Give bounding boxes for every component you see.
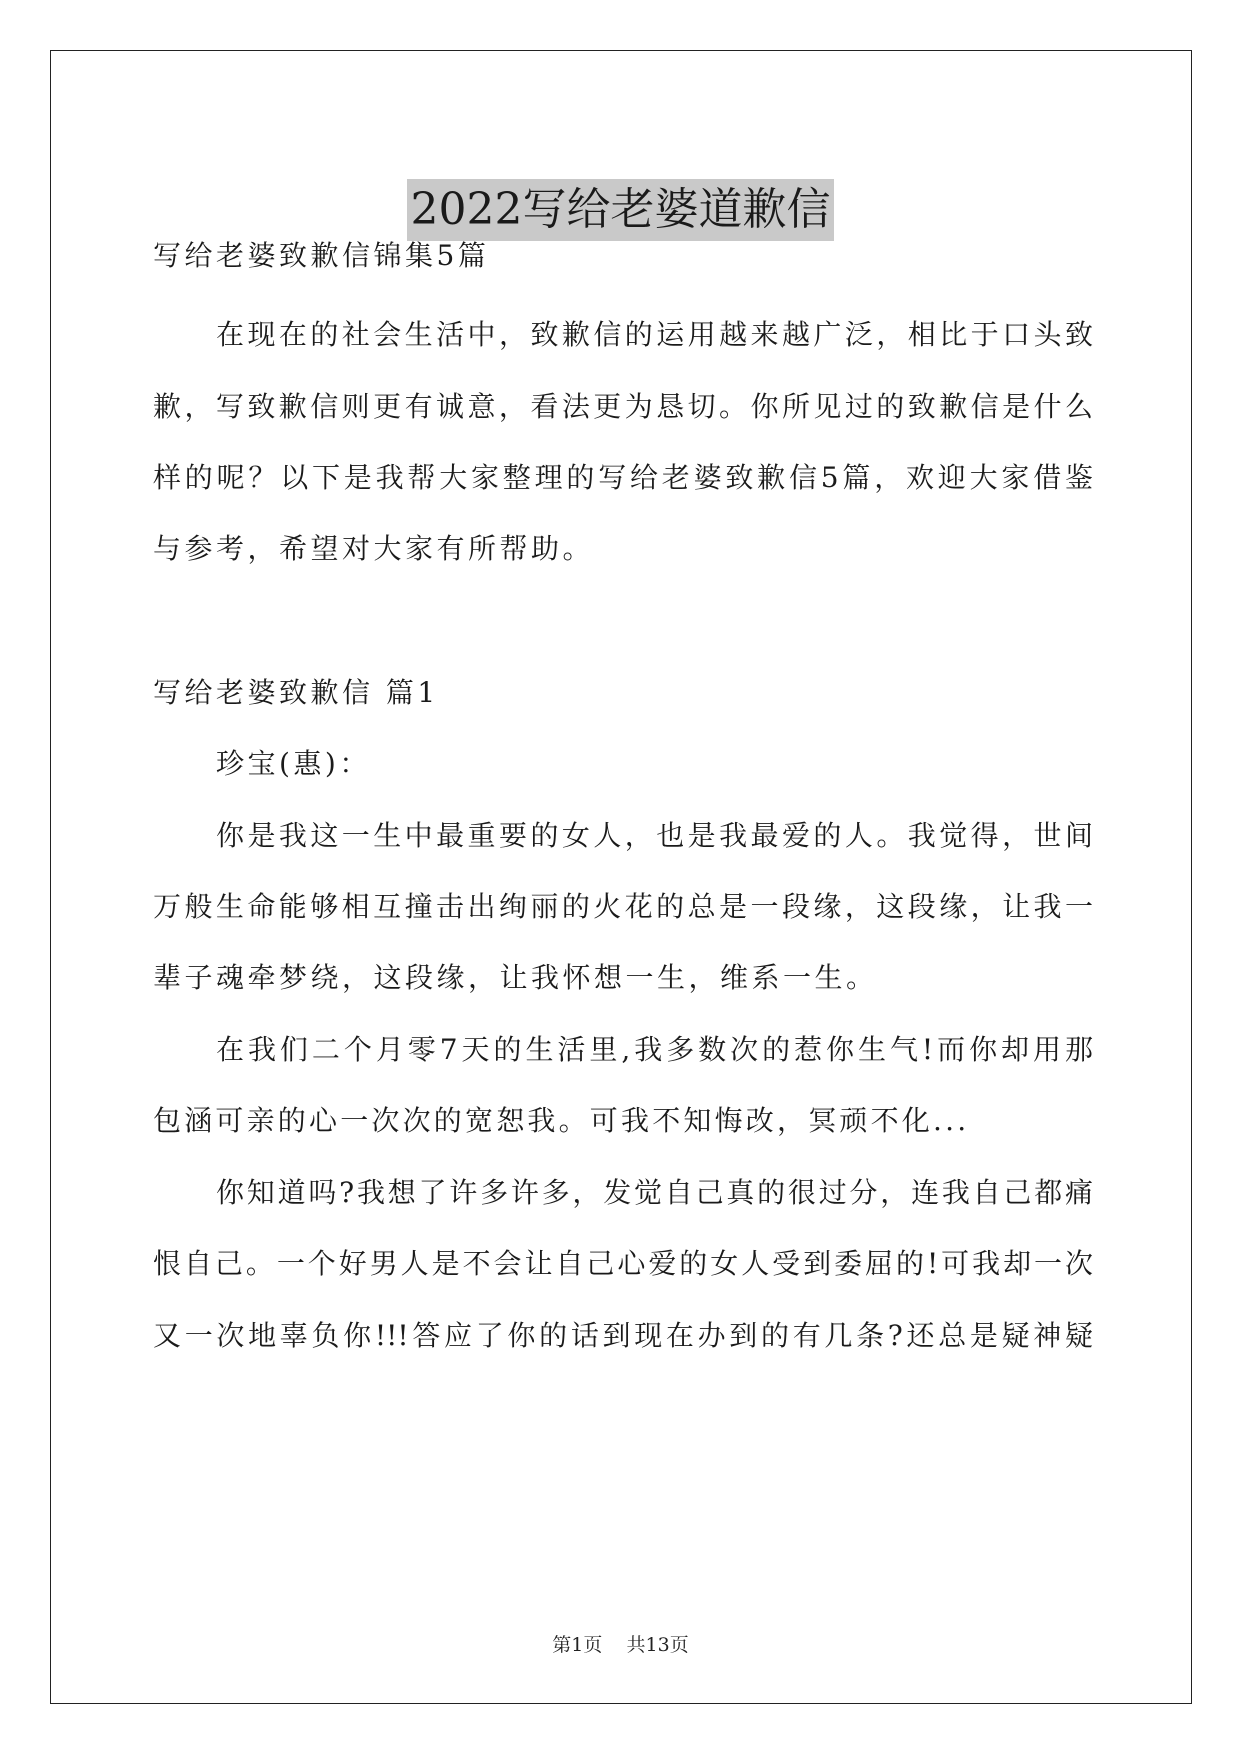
page-number: 第1页 <box>552 1634 603 1656</box>
paragraph-line: 万般生命能够相互撞击出绚丽的火花的总是一段缘，这段缘，让我一 <box>153 890 1093 923</box>
paragraph-line: 又一次地辜负你!!!答应了你的话到现在办到的有几条?还总是疑神疑 <box>153 1319 1093 1352</box>
intro-line: 在现在的社会生活中，致歉信的运用越来越广泛，相比于口头致 <box>216 318 1093 351</box>
page-footer <box>0 1630 1241 1657</box>
paragraph-line: 包涵可亲的心一次次的宽恕我。可我不知悔改，冥顽不化... <box>153 1104 970 1137</box>
salutation: 珍宝(惠)： <box>216 747 371 780</box>
document-subtitle: 写给老婆致歉信锦集5篇 <box>153 239 490 272</box>
page-border <box>50 50 1192 1704</box>
page-total: 共13页 <box>626 1634 689 1656</box>
paragraph-line: 你是我这一生中最重要的女人，也是我最爱的人。我觉得，世间 <box>216 819 1093 852</box>
paragraph-line: 恨自己。一个好男人是不会让自己心爱的女人受到委屈的!可我却一次 <box>153 1247 1093 1280</box>
section-heading: 写给老婆致歉信 篇1 <box>153 676 439 709</box>
paragraph-line: 在我们二个月零7天的生活里,我多数次的惹你生气!而你却用那 <box>216 1033 1093 1066</box>
intro-line: 与参考，希望对大家有所帮助。 <box>153 532 595 565</box>
document-title: 2022写给老婆道歉信 <box>407 179 835 241</box>
paragraph-line: 你知道吗?我想了许多许多，发觉自己真的很过分，连我自己都痛 <box>216 1176 1093 1209</box>
intro-line: 样的呢？以下是我帮大家整理的写给老婆致歉信5篇，欢迎大家借鉴 <box>153 461 1093 494</box>
intro-line: 歉，写致歉信则更有诚意，看法更为恳切。你所见过的致歉信是什么 <box>153 390 1093 423</box>
paragraph-line: 辈子魂牵梦绕，这段缘，让我怀想一生，维系一生。 <box>153 961 878 994</box>
